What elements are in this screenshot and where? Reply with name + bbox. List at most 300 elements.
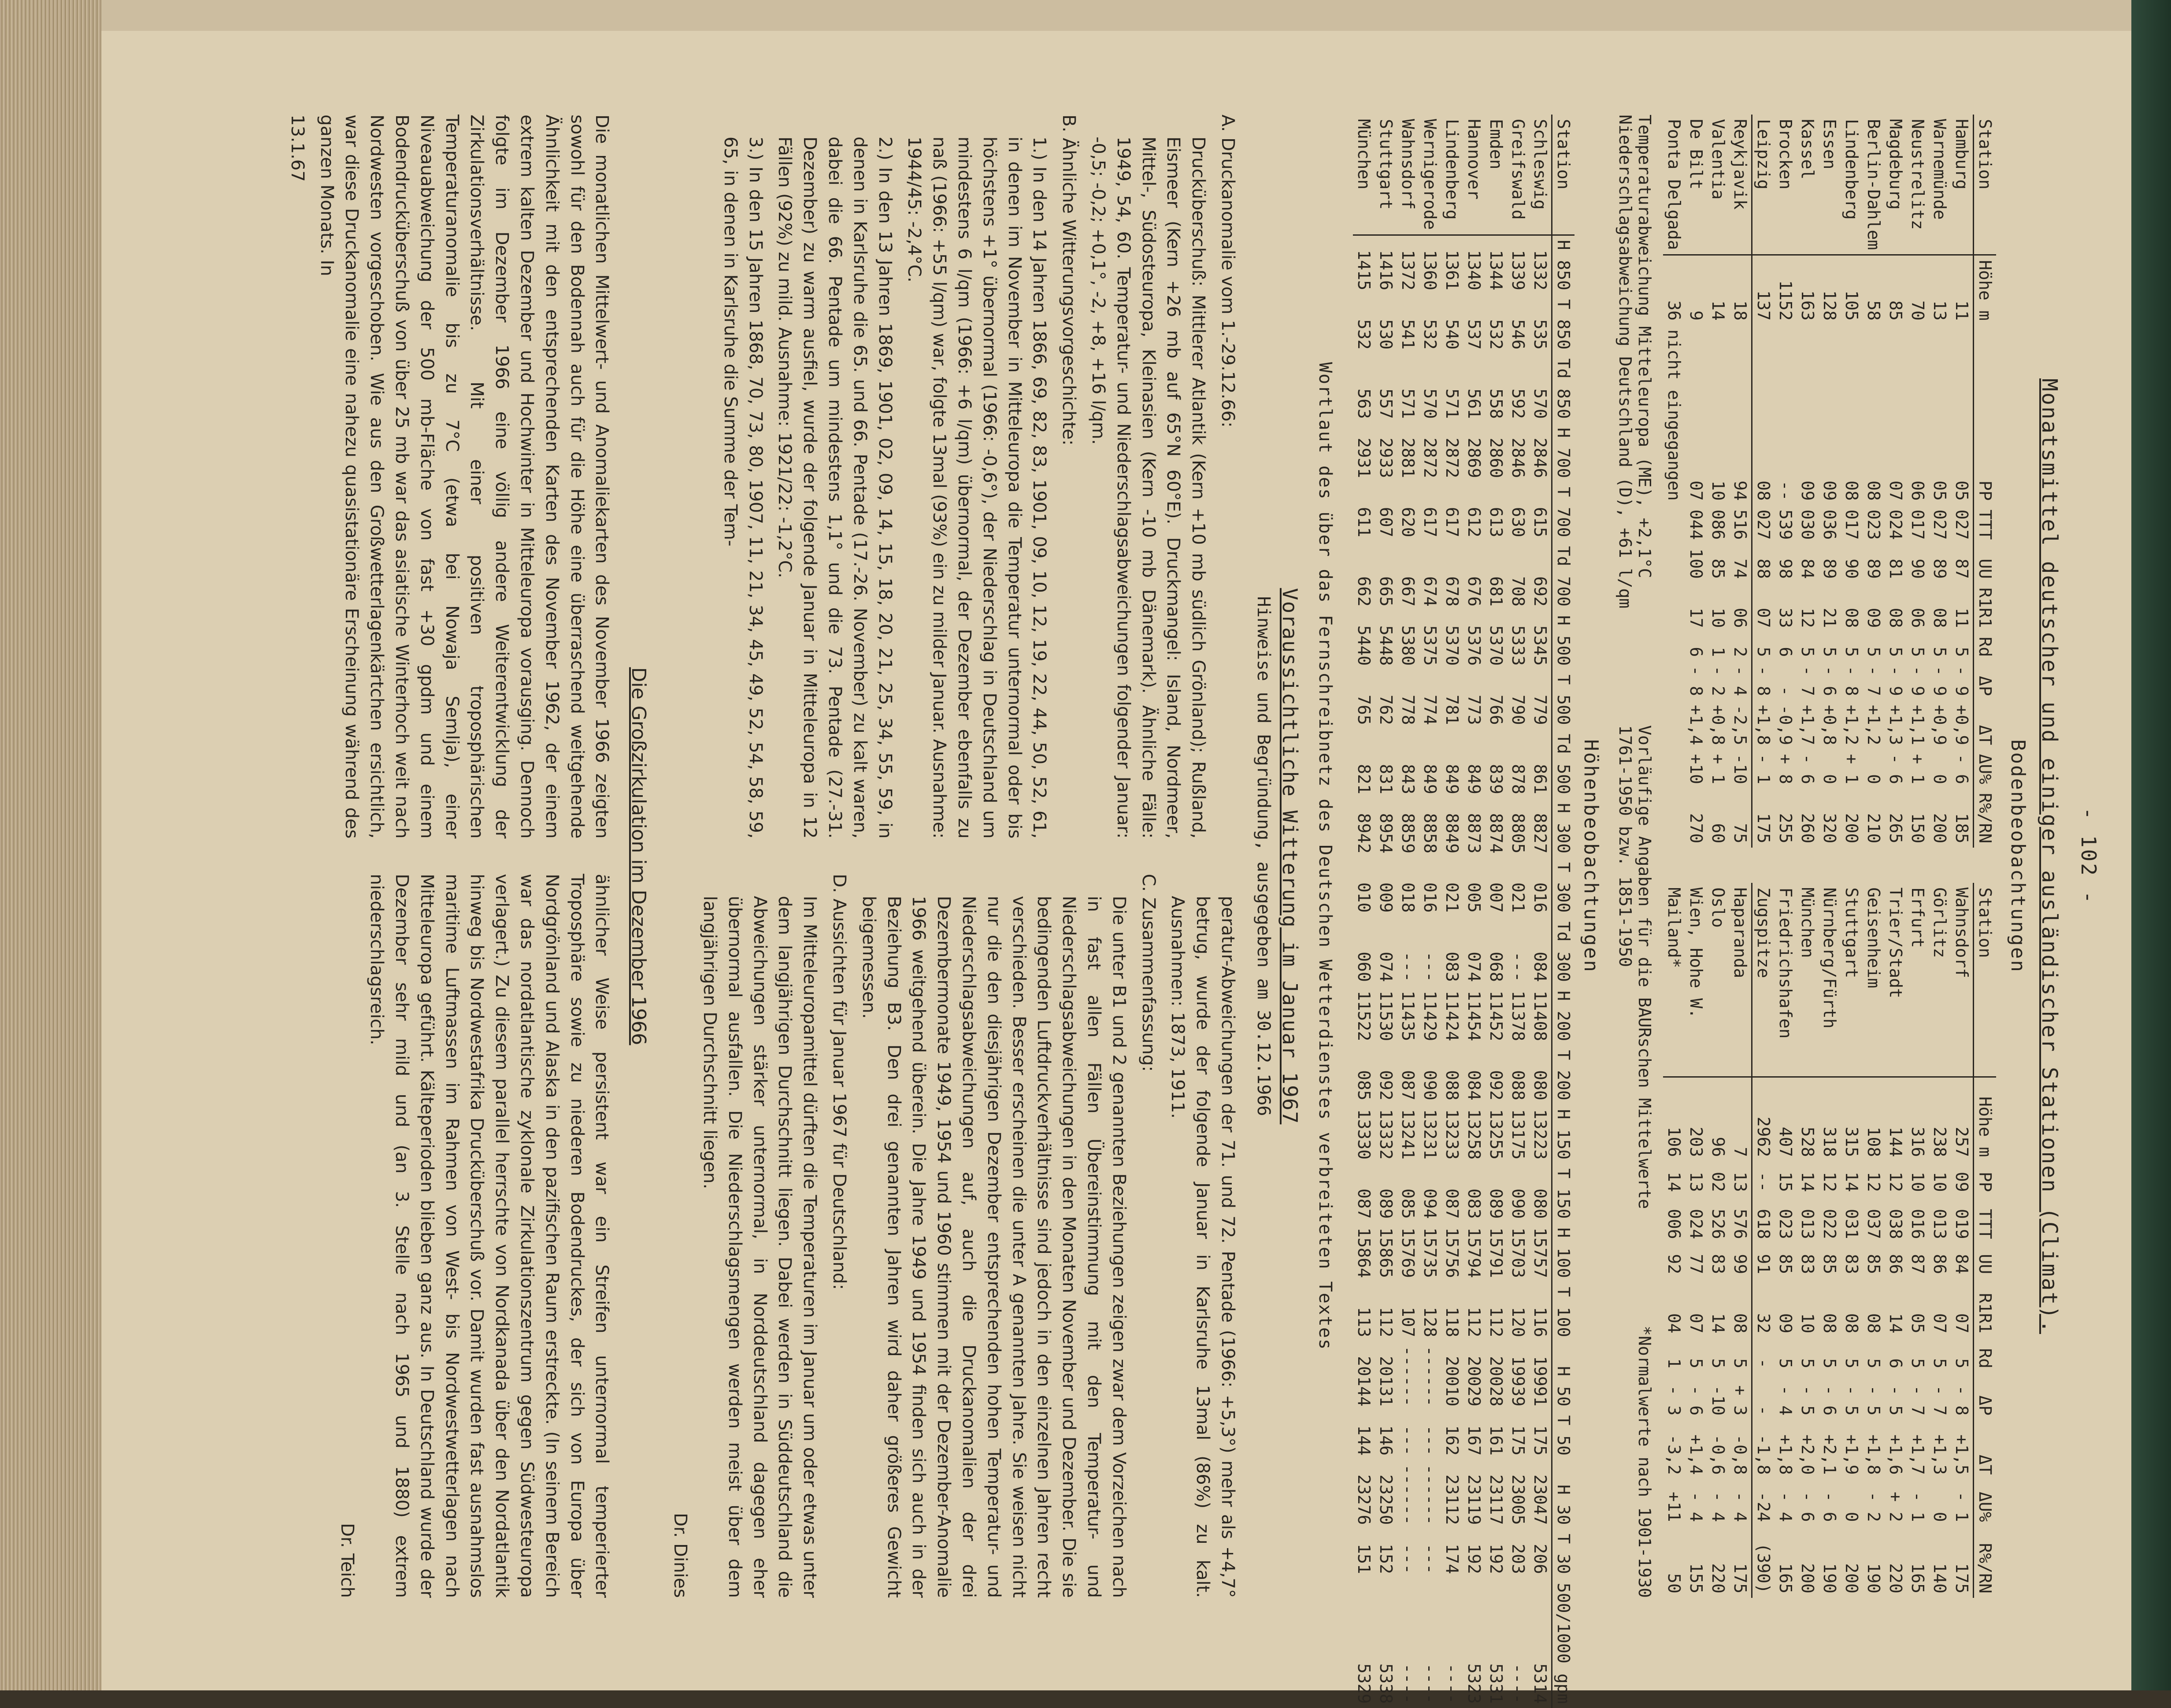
station-name: Görlitz bbox=[1929, 883, 1951, 1077]
table-cell: 9 bbox=[1686, 310, 1706, 321]
forecast-subtitle: Hinweise und Begründung, ausgegeben am 30.12.1966 bbox=[1253, 596, 1274, 1116]
upper-header-4: H 700 bbox=[1552, 423, 1575, 482]
table-cell: 617 bbox=[1420, 507, 1440, 537]
note-baur-period: 1761-1950 bzw. 1851-1950 bbox=[1615, 725, 1635, 967]
table-cell: 150 bbox=[1908, 813, 1927, 844]
document-page bbox=[101, 31, 2131, 1704]
table-cell: 017 bbox=[1908, 509, 1927, 540]
surface-header-1: Höhe m bbox=[1974, 255, 1997, 325]
table-cell: 5370 bbox=[1442, 625, 1462, 666]
table-cell: +1,2 bbox=[1864, 704, 1883, 745]
table-cell: 20131 bbox=[1376, 1356, 1396, 1407]
station-name: Leipzig bbox=[1752, 115, 1775, 255]
circulation-title: Die Großzirkulation im Dezember 1966 bbox=[627, 667, 650, 1045]
table-cell: 32 bbox=[1754, 1313, 1773, 1334]
surface-header-10: R%/RN bbox=[1974, 789, 1997, 848]
table-cell: 12 bbox=[1798, 608, 1817, 628]
table-cell: 13 bbox=[1686, 1171, 1706, 1192]
table-row bbox=[1685, 115, 1707, 848]
table-cell: 87 bbox=[1908, 1254, 1927, 1275]
table-cell: 85 bbox=[1708, 559, 1728, 579]
table-cell: 83 bbox=[1842, 1254, 1861, 1275]
station-name: Emden bbox=[1485, 115, 1507, 235]
table-cell: 571 bbox=[1442, 389, 1462, 419]
table-cell: 060 bbox=[1354, 952, 1374, 982]
table-cell: 024 bbox=[1686, 1209, 1706, 1239]
table-cell: 839 bbox=[1486, 764, 1506, 794]
table-cell: 106 bbox=[1664, 1126, 1684, 1157]
table-cell: 5345 bbox=[1530, 625, 1550, 666]
table-cell: 1152 bbox=[1776, 280, 1795, 321]
table-row bbox=[1663, 115, 1685, 848]
table-cell: 611 bbox=[1354, 507, 1374, 537]
table-cell: -- bbox=[1754, 1171, 1773, 1192]
table-row bbox=[1707, 883, 1729, 1598]
table-cell: 5376 bbox=[1464, 625, 1484, 666]
table-cell: 14 bbox=[1886, 1313, 1905, 1334]
table-cell: 07 bbox=[1686, 480, 1706, 501]
table-row bbox=[1885, 883, 1907, 1598]
table-cell: - bbox=[1754, 1405, 1773, 1416]
table-cell: ------ bbox=[1420, 1464, 1440, 1525]
table-cell: 013 bbox=[1930, 1209, 1949, 1239]
upper-header-14: T 200 bbox=[1552, 1045, 1575, 1104]
table-cell: 316 bbox=[1908, 1126, 1927, 1157]
table-cell: +2,1 bbox=[1820, 1434, 1839, 1475]
table-cell: 013 bbox=[1798, 1209, 1817, 1239]
station-name: Valentia bbox=[1707, 115, 1729, 255]
table-cell: 2869 bbox=[1464, 437, 1484, 478]
table-cell: - 5 bbox=[1886, 1385, 1905, 1416]
circulation-para-1: Die monatlichen Mittelwert- und Anomaliekarten des November 1966 zeigten sowohl für den Bodennah auch für die Höhe eine überraschend weitgehende Ähnlichkeit mit den entsprechenden Karten des November 1962, der einem extrem kalten Dezember und Hochwinter in Mitteleuropa vorausging. Dennoch folgte im Dezember 1966 eine völlig andere Weiterentwicklung der Zirkulationsverhältnisse. Mit einer positiven troposphärischen Temperaturanomalie bis zu 7°C (etwa bei Nowaja Semlja), einer Niveauabweichung der 500 mb-Fläche von fast +30 gpdm und einem Bodendrucküberschuß von über 25 mb war das asiatische Winterhoch weit nach Nordwesten vorgeschoben. Wie aus den Großwetterlagenkärtchen ersichtlich, war diese Druckanomalie eine nahezu quasistationäre Erscheinung während des ganzen Monats. In bbox=[316, 115, 612, 839]
station-name: Lindenberg bbox=[1841, 115, 1863, 255]
section-b3: 3.) In den 15 Jahren 1868, 70, 73, 80, 1907, 11, 21, 34, 45, 49, 52, 54, 58, 59, 65, in denen in Karlsruhe die Summe der Tem- bbox=[720, 137, 766, 839]
table-cell: --- bbox=[1398, 952, 1418, 982]
table-cell: -2,5 bbox=[1730, 704, 1750, 745]
table-cell: 5 bbox=[1686, 1358, 1706, 1369]
table-cell: 8873 bbox=[1464, 813, 1484, 854]
table-cell: 010 bbox=[1354, 882, 1374, 913]
table-cell: 5314 bbox=[1530, 1663, 1550, 1704]
table-cell: 15769 bbox=[1398, 1227, 1418, 1278]
table-cell: 778 bbox=[1398, 694, 1418, 725]
table-cell: 08 bbox=[1842, 608, 1861, 628]
surface-header-7: ΔP bbox=[1974, 661, 1997, 700]
table-cell: +0,9 bbox=[1952, 704, 1971, 745]
table-cell: 068 bbox=[1486, 952, 1506, 982]
table-cell: - 2 bbox=[1708, 666, 1728, 696]
table-cell: 667 bbox=[1398, 576, 1418, 607]
table-cell: +0,9 bbox=[1930, 704, 1949, 745]
table-row bbox=[1929, 883, 1951, 1598]
table-cell: 2846 bbox=[1530, 437, 1550, 478]
table-cell: 13332 bbox=[1376, 1109, 1396, 1160]
table-cell: 10 bbox=[1908, 1171, 1927, 1192]
table-cell: 255 bbox=[1776, 813, 1795, 844]
upper-header-9: Td 500 bbox=[1552, 730, 1575, 799]
table-cell: 23119 bbox=[1464, 1474, 1484, 1525]
table-cell: 8827 bbox=[1530, 813, 1550, 854]
table-cell: 027 bbox=[1754, 509, 1773, 540]
station-name: Warnemünde bbox=[1929, 115, 1951, 255]
table-cell: 090 bbox=[1508, 1188, 1528, 1219]
table-cell: 14 bbox=[1708, 300, 1728, 321]
table-cell: 5380 bbox=[1398, 625, 1418, 666]
table-cell: 15703 bbox=[1508, 1227, 1528, 1278]
table-cell: 5 bbox=[1908, 1358, 1927, 1369]
table-cell: 086 bbox=[1708, 509, 1728, 540]
table-cell: 8954 bbox=[1376, 813, 1396, 854]
station-name: Berlin-Dahlem bbox=[1863, 115, 1885, 255]
table-cell: 016 bbox=[1530, 882, 1550, 913]
station-name: Ponta Delgada bbox=[1663, 115, 1685, 255]
table-cell: -24 bbox=[1754, 1492, 1773, 1522]
note-baur: Vorläufige Angaben für die BAURschen Mittelwerte bbox=[1635, 725, 1654, 1209]
table-cell: 19991 bbox=[1530, 1356, 1550, 1407]
table-cell: 08 bbox=[1754, 480, 1773, 501]
table-cell: 576 bbox=[1730, 1209, 1750, 1239]
table-cell: 5 bbox=[1820, 1358, 1839, 1369]
table-cell: 083 bbox=[1464, 1188, 1484, 1219]
surface-header-9: ΔU% bbox=[1974, 749, 1997, 789]
table-cell: ---- bbox=[1398, 1663, 1418, 1704]
table-cell: 15735 bbox=[1420, 1227, 1440, 1278]
table-cell: 558 bbox=[1486, 389, 1506, 419]
table-cell: 5370 bbox=[1486, 625, 1506, 666]
section-b-heading: B. Ähnliche Witterungsvorgeschichte: bbox=[1059, 115, 1079, 446]
table-cell: 265 bbox=[1886, 813, 1905, 844]
station-name: München bbox=[1797, 883, 1819, 1077]
table-cell: 167 bbox=[1464, 1425, 1484, 1456]
table-cell: 20028 bbox=[1486, 1356, 1506, 1407]
table-cell: 10 bbox=[1708, 608, 1728, 628]
table-cell: 15756 bbox=[1442, 1227, 1462, 1278]
upper-header-19: H 50 bbox=[1552, 1341, 1575, 1411]
table-cell: 11530 bbox=[1376, 990, 1396, 1041]
table-cell: + 1 bbox=[1708, 754, 1728, 784]
table-row bbox=[1841, 115, 1863, 848]
table-row bbox=[1797, 883, 1819, 1598]
table-cell: 113 bbox=[1354, 1307, 1374, 1338]
table-cell: 5 bbox=[1908, 647, 1927, 657]
table-cell: 831 bbox=[1376, 764, 1396, 794]
table-cell: 5 bbox=[1754, 647, 1773, 657]
table-cell: 151 bbox=[1354, 1544, 1374, 1574]
table-cell: 11 bbox=[1952, 608, 1971, 628]
table-row bbox=[1885, 115, 1907, 848]
table-cell: 07 bbox=[1952, 1313, 1971, 1334]
table-cell: 11378 bbox=[1508, 990, 1528, 1041]
table-cell: + 2 bbox=[1886, 1492, 1905, 1522]
table-cell: 14 bbox=[1708, 1313, 1728, 1334]
table-cell: 75 bbox=[1730, 823, 1750, 844]
table-cell bbox=[1663, 544, 1685, 583]
table-cell: 94 bbox=[1730, 480, 1750, 501]
station-name: Wien, Hohe W. bbox=[1685, 883, 1707, 1077]
table-cell: 13 bbox=[1730, 1171, 1750, 1192]
table-cell: (390) bbox=[1754, 1543, 1773, 1593]
surface-header-6: Rd bbox=[1974, 1338, 1997, 1373]
table-cell: +1,8 bbox=[1864, 1434, 1883, 1475]
table-cell: 0 bbox=[1820, 774, 1839, 784]
station-name: Oslo bbox=[1707, 883, 1729, 1077]
table-cell: 085 bbox=[1398, 1188, 1418, 1219]
station-name: Lindenberg bbox=[1441, 115, 1463, 235]
table-cell: 087 bbox=[1442, 1188, 1462, 1219]
table-cell: 8942 bbox=[1354, 813, 1374, 854]
table-cell: 5 bbox=[1864, 647, 1883, 657]
table-cell: 23112 bbox=[1442, 1474, 1462, 1525]
surface-header-4: UU bbox=[1974, 1244, 1997, 1278]
section-title-upper: Höhenbeobachtungen bbox=[1580, 739, 1602, 973]
table-cell: 220 bbox=[1708, 1563, 1728, 1593]
upper-header-23: 500/1000 gpm bbox=[1552, 1578, 1575, 1708]
table-cell: -3,2 bbox=[1664, 1434, 1684, 1475]
station-name: Stuttgart bbox=[1841, 883, 1863, 1077]
table-cell: 175 bbox=[1508, 1425, 1528, 1456]
table-cell: 532 bbox=[1354, 319, 1374, 350]
table-cell: 561 bbox=[1464, 389, 1484, 419]
table-row bbox=[1863, 883, 1885, 1598]
table-cell: 088 bbox=[1442, 1070, 1462, 1100]
note-normal-values: *Normalwerte nach 1901-1930 bbox=[1635, 1326, 1654, 1598]
station-name: Magdeburg bbox=[1885, 115, 1907, 255]
table-cell: 86 bbox=[1886, 1254, 1905, 1275]
table-cell: 15 bbox=[1776, 1171, 1795, 1192]
table-cell: 023 bbox=[1776, 1209, 1795, 1239]
table-cell: 90 bbox=[1842, 559, 1861, 579]
station-name: Neustrelitz bbox=[1907, 115, 1929, 255]
table-cell: 5 bbox=[1886, 647, 1905, 657]
table-cell: 526 bbox=[1708, 1209, 1728, 1239]
table-cell: 11 bbox=[1952, 300, 1971, 321]
table-cell: 674 bbox=[1420, 576, 1440, 607]
table-cell: 027 bbox=[1952, 509, 1971, 540]
table-cell: 14 bbox=[1798, 1171, 1817, 1192]
table-cell: 571 bbox=[1398, 389, 1418, 419]
signature-teich: Dr. Teich bbox=[337, 1523, 358, 1598]
table-cell: + 1 bbox=[1842, 754, 1861, 784]
surface-header-2: PP bbox=[1974, 325, 1997, 505]
upper-header-11: T 300 bbox=[1552, 858, 1575, 917]
table-cell: 1340 bbox=[1464, 250, 1484, 291]
table-cell: --- bbox=[1398, 1425, 1418, 1456]
table-cell: - 1 bbox=[1952, 1492, 1971, 1522]
table-cell: - bbox=[1754, 1358, 1773, 1369]
table-cell: +1,6 bbox=[1886, 1434, 1905, 1475]
table-cell bbox=[1663, 505, 1685, 545]
table-cell: 85 bbox=[1886, 300, 1905, 321]
table-cell: 662 bbox=[1354, 576, 1374, 607]
table-cell: - 5 bbox=[1798, 1385, 1817, 1416]
table-cell: 84 bbox=[1798, 559, 1817, 579]
surface-header-7: ΔP bbox=[1974, 1373, 1997, 1420]
table-cell: 05 bbox=[1952, 480, 1971, 501]
table-cell: 05 bbox=[1908, 1313, 1927, 1334]
page-title: Monatsmittel deutscher und einiger ausländischer Stationen (Climat). bbox=[2037, 378, 2062, 1334]
table-row bbox=[1752, 883, 1775, 1598]
station-name: Wernigerode bbox=[1419, 115, 1441, 235]
table-cell: --- bbox=[1398, 1544, 1418, 1574]
table-cell: 100 bbox=[1686, 548, 1706, 579]
table-cell: +1,3 bbox=[1930, 1434, 1949, 1475]
table-cell: 0 bbox=[1864, 774, 1883, 784]
table-cell: 766 bbox=[1486, 694, 1506, 725]
table-cell: 85 bbox=[1864, 1254, 1883, 1275]
surface-header-0: Station bbox=[1974, 115, 1997, 255]
table-cell: 88 bbox=[1754, 559, 1773, 579]
table-cell: 613 bbox=[1486, 507, 1506, 537]
table-cell: 06 bbox=[1730, 608, 1750, 628]
table-cell: 116 bbox=[1530, 1307, 1550, 1338]
book-page-edges bbox=[0, 0, 101, 1690]
table-row bbox=[1729, 115, 1752, 848]
table-cell: 781 bbox=[1442, 694, 1462, 725]
table-cell: 58 bbox=[1864, 300, 1883, 321]
table-cell: 092 bbox=[1376, 1070, 1396, 1100]
table-cell: 144 bbox=[1354, 1425, 1374, 1456]
table-cell: 563 bbox=[1354, 389, 1374, 419]
station-name: Haparanda bbox=[1729, 883, 1752, 1077]
table-row bbox=[1841, 883, 1863, 1598]
table-cell: 13258 bbox=[1464, 1109, 1484, 1160]
surface-header-6: Rd bbox=[1974, 632, 1997, 661]
table-cell: 5 bbox=[1798, 1358, 1817, 1369]
table-cell: 2933 bbox=[1376, 437, 1396, 478]
table-cell: 1 bbox=[1664, 1358, 1684, 1369]
table-cell: 200 bbox=[1930, 813, 1949, 844]
table-cell: 708 bbox=[1508, 576, 1528, 607]
table-row bbox=[1729, 883, 1752, 1598]
section-b2: 2.) In den 13 Jahren 1869, 1901, 02, 09, 14, 15, 18, 20, 21, 25, 34, 55, 59, in denen in Karlsruhe die 65. und 66. Pentade (17.-26. November) zu kalt waren, dabei die 66. Pentade um mindestens 1,1° und die 73. Pentade (27.-31. Dezember) zu warm ausfiel, wurde der folgende Januar in Mitteleuropa in 12 Fällen (92%) zu mild. Ausnahme: 1921/22: -1,2°C. bbox=[774, 137, 895, 839]
table-cell: 192 bbox=[1464, 1544, 1484, 1574]
table-cell: 0 bbox=[1842, 1512, 1861, 1522]
table-cell: - 9 bbox=[1886, 666, 1905, 696]
station-name: Stuttgart bbox=[1375, 115, 1397, 235]
table-cell: - 8 bbox=[1686, 666, 1706, 696]
table-cell: 10 bbox=[1930, 1171, 1949, 1192]
table-row bbox=[1907, 883, 1929, 1598]
table-cell: 18 bbox=[1730, 300, 1750, 321]
table-cell: 1360 bbox=[1420, 250, 1440, 291]
table-cell: 7 bbox=[1730, 1147, 1750, 1157]
table-cell: 084 bbox=[1530, 952, 1550, 982]
table-cell: 120 bbox=[1508, 1307, 1528, 1338]
table-cell: 99 bbox=[1730, 1254, 1750, 1275]
table-cell: 08 bbox=[1864, 480, 1883, 501]
table-cell: 08 bbox=[1864, 1313, 1883, 1334]
table-cell: 200 bbox=[1798, 1563, 1817, 1593]
table-cell: 05 bbox=[1930, 480, 1949, 501]
upper-header-21: H 30 bbox=[1552, 1460, 1575, 1529]
table-cell: 617 bbox=[1442, 507, 1462, 537]
table-cell: 592 bbox=[1508, 389, 1528, 419]
table-cell: 86 bbox=[1930, 1254, 1949, 1275]
station-name: Geisenheim bbox=[1863, 883, 1885, 1077]
table-cell: 81 bbox=[1886, 559, 1905, 579]
table-row bbox=[1485, 115, 1507, 1708]
table-cell: 108 bbox=[1864, 1126, 1883, 1157]
table-cell: -1,8 bbox=[1754, 1434, 1773, 1475]
table-cell: 96 bbox=[1708, 1137, 1728, 1157]
table-cell: 23276 bbox=[1354, 1474, 1374, 1525]
table-row bbox=[1529, 115, 1552, 1708]
table-cell: 260 bbox=[1798, 813, 1817, 844]
table-cell: 257 bbox=[1952, 1126, 1971, 1157]
table-cell: 144 bbox=[1886, 1126, 1905, 1157]
table-cell: 5 bbox=[1842, 1358, 1861, 1369]
table-cell: - 9 bbox=[1908, 666, 1927, 696]
table-cell: 5 bbox=[1798, 647, 1817, 657]
table-cell: 89 bbox=[1864, 559, 1883, 579]
table-row bbox=[1929, 115, 1951, 848]
table-cell: 11454 bbox=[1464, 990, 1484, 1041]
table-cell: 11522 bbox=[1354, 990, 1374, 1041]
table-cell: -0,6 bbox=[1708, 1434, 1728, 1475]
table-cell: 84 bbox=[1952, 1254, 1971, 1275]
table-cell: 15757 bbox=[1530, 1227, 1550, 1278]
table-cell: 85 bbox=[1820, 1254, 1839, 1275]
table-cell: - 4 bbox=[1708, 1492, 1728, 1522]
table-cell: 546 bbox=[1508, 319, 1528, 350]
upper-header-2: T 850 bbox=[1552, 295, 1575, 354]
table-cell: - 7 bbox=[1798, 666, 1817, 696]
table-cell: 23005 bbox=[1508, 1474, 1528, 1525]
table-cell: 089 bbox=[1486, 1188, 1506, 1219]
table-cell: 005 bbox=[1464, 882, 1484, 913]
table-cell: 2846 bbox=[1508, 437, 1528, 478]
forecast-title: Voraussichtliche Witterung im Januar 1967 bbox=[1278, 588, 1302, 1125]
table-cell: 20010 bbox=[1442, 1356, 1462, 1407]
table-cell: 773 bbox=[1464, 694, 1484, 725]
station-name: Zugspitze bbox=[1752, 883, 1775, 1077]
table-cell: 77 bbox=[1686, 1254, 1706, 1275]
table-cell: 5329 bbox=[1354, 1663, 1374, 1704]
table-cell: 163 bbox=[1798, 290, 1817, 321]
surface-header-5: R1R1 bbox=[1974, 583, 1997, 633]
table-cell: 016 bbox=[1420, 882, 1440, 913]
table-cell: 137 bbox=[1754, 290, 1773, 321]
table-cell: ---- bbox=[1508, 1663, 1528, 1704]
table-cell: 849 bbox=[1420, 764, 1440, 794]
table-cell: -- bbox=[1776, 480, 1795, 501]
table-cell: 270 bbox=[1686, 813, 1706, 844]
table-cell: 006 bbox=[1664, 1209, 1684, 1239]
table-cell: 849 bbox=[1442, 764, 1462, 794]
surface-header-0: Station bbox=[1974, 883, 1997, 1077]
table-cell: 17 bbox=[1686, 608, 1706, 628]
table-cell: - 7 bbox=[1930, 1385, 1949, 1416]
section-c-heading: C. Zusammenfassung: bbox=[1138, 874, 1159, 1072]
table-cell: 192 bbox=[1486, 1544, 1506, 1574]
table-cell: 085 bbox=[1354, 1070, 1374, 1100]
table-cell: 146 bbox=[1376, 1425, 1396, 1456]
table-row bbox=[1441, 115, 1463, 1708]
signature-dinies: Dr. Dinies bbox=[670, 1513, 691, 1598]
table-cell: 11435 bbox=[1398, 990, 1418, 1041]
table-cell: 09 bbox=[1864, 608, 1883, 628]
station-name: Trier/Stadt bbox=[1885, 883, 1907, 1077]
table-cell: 105 bbox=[1842, 290, 1861, 321]
section-a-heading: A. Druckanomalie vom 1.-29.12.66: bbox=[1218, 115, 1238, 428]
table-cell: 022 bbox=[1820, 1209, 1839, 1239]
table-cell: +1,8 bbox=[1776, 1434, 1795, 1475]
table-cell: 89 bbox=[1930, 559, 1949, 579]
table-cell: + 8 bbox=[1776, 754, 1795, 784]
table-cell: 210 bbox=[1864, 813, 1883, 844]
table-cell: 70 bbox=[1908, 300, 1927, 321]
table-cell: 665 bbox=[1376, 576, 1396, 607]
